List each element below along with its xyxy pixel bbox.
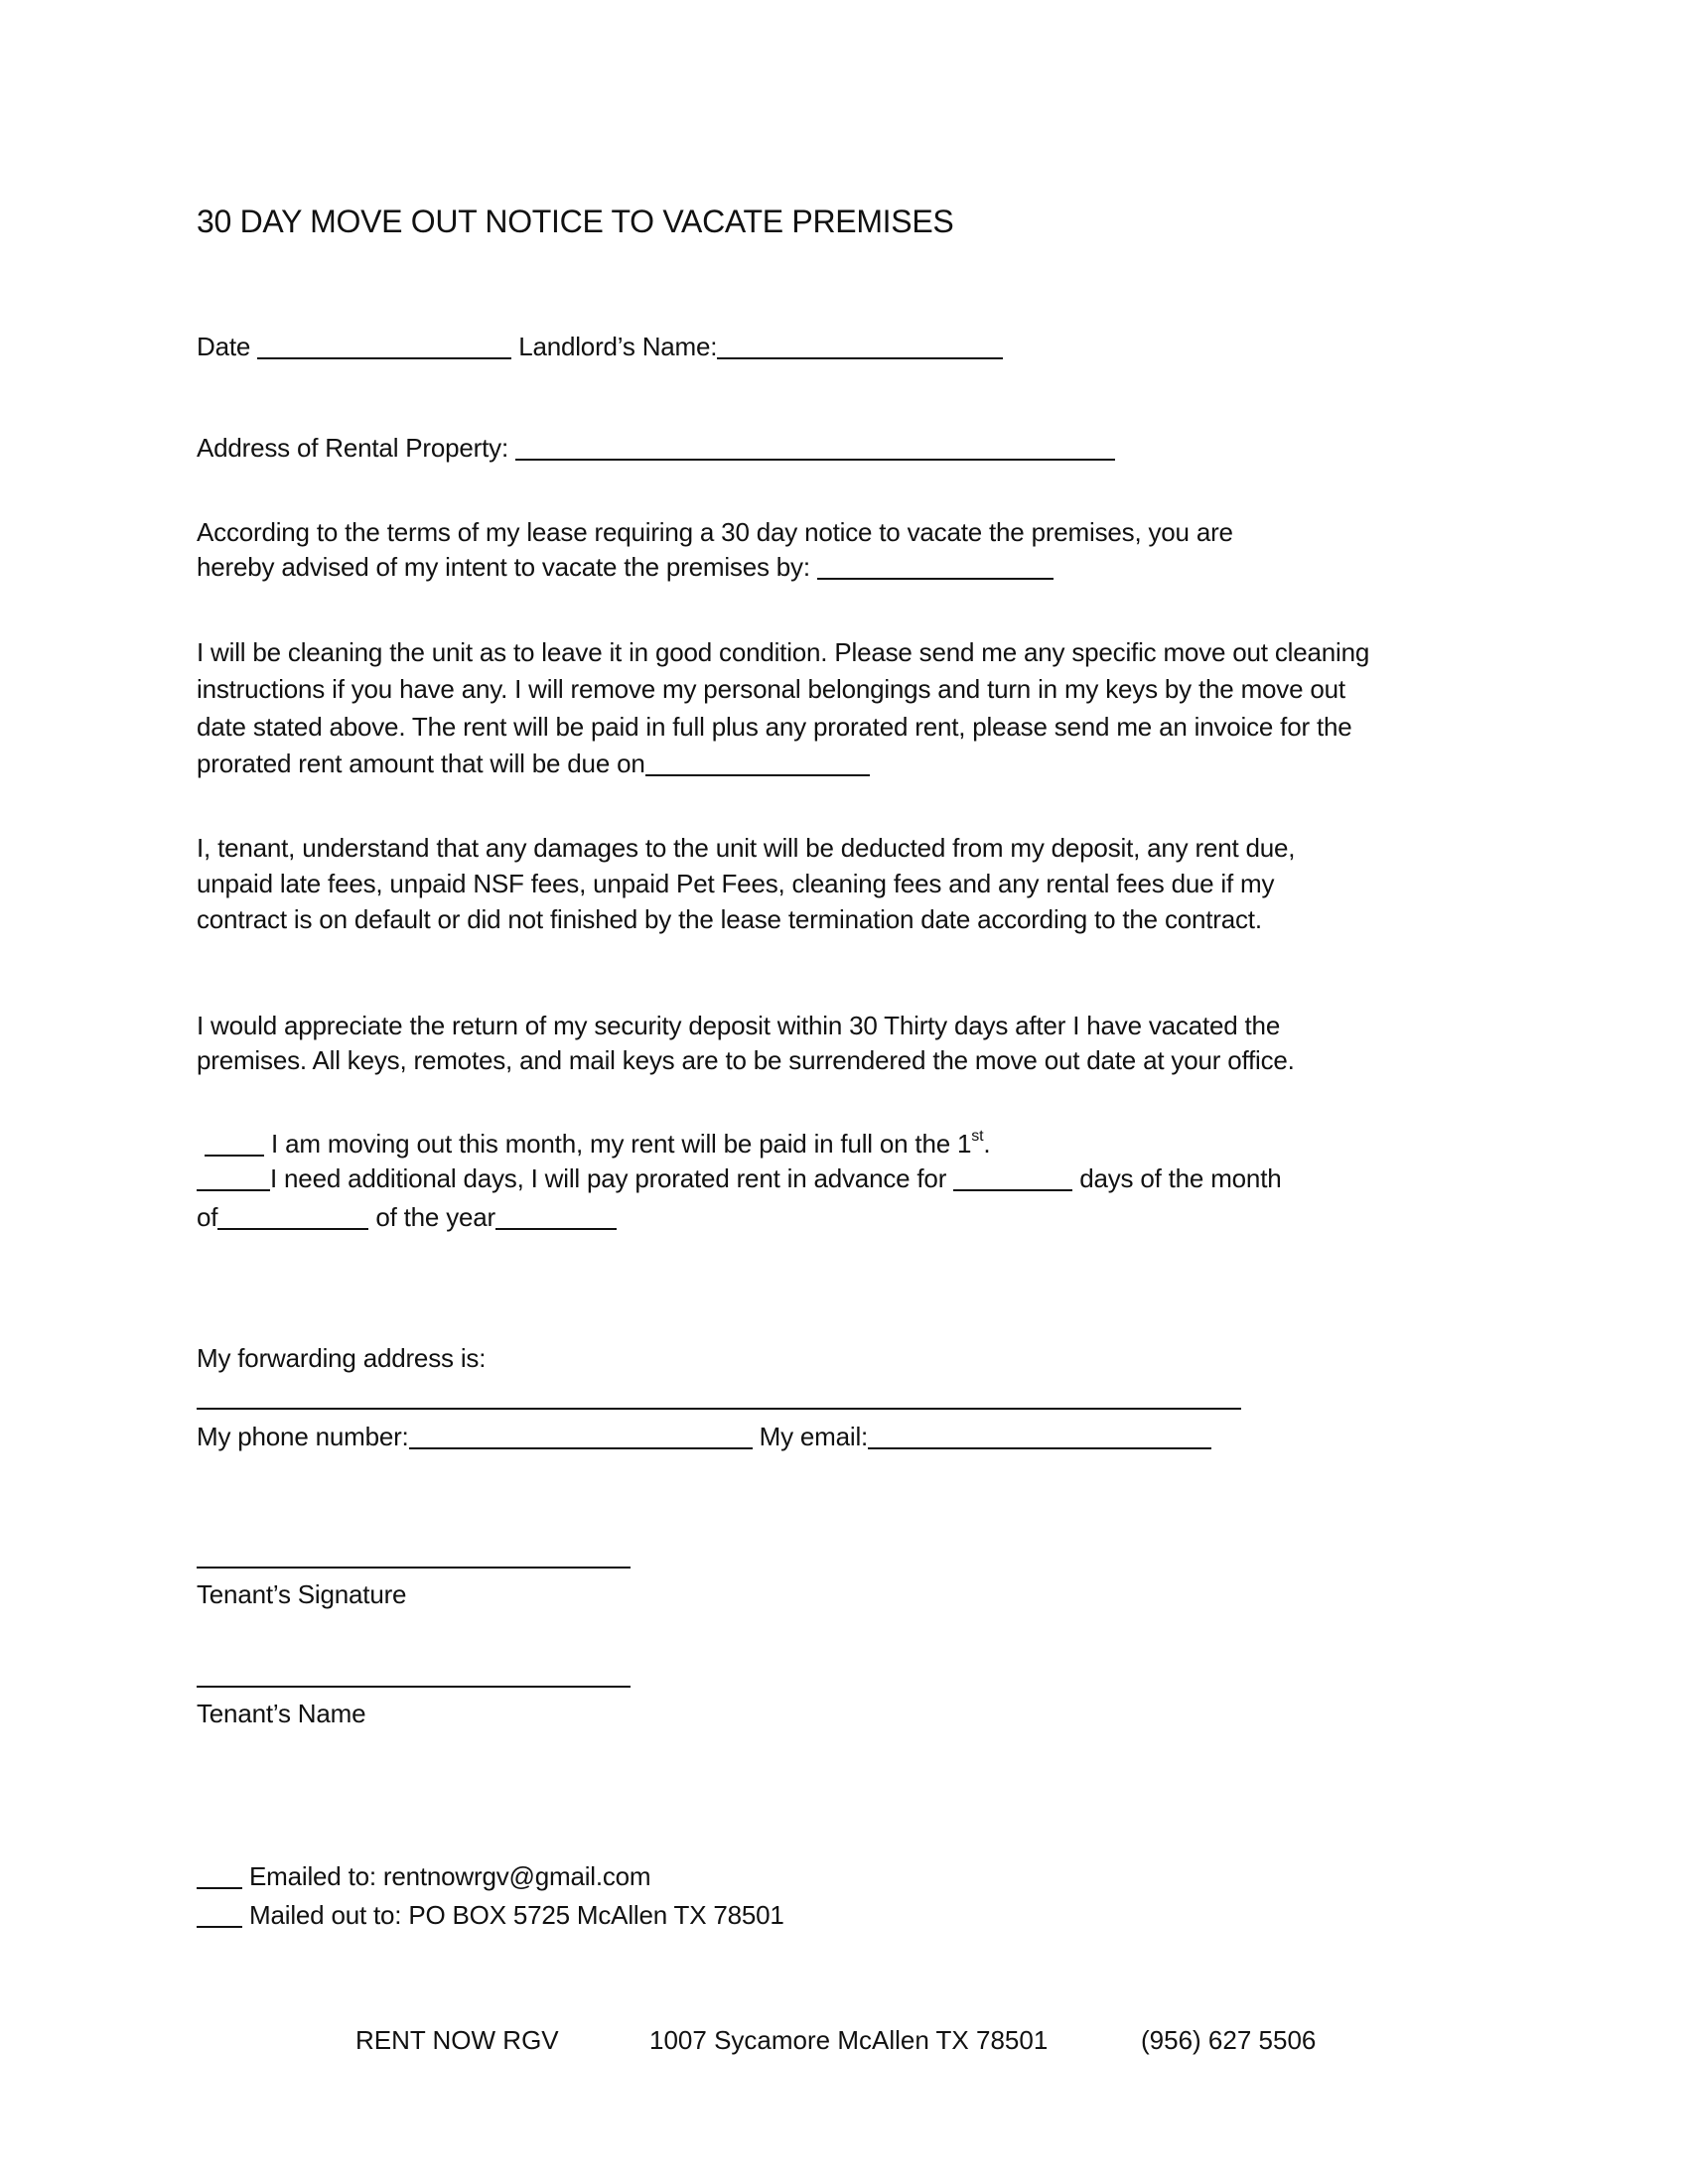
option2-checkbox-blank[interactable]	[197, 1165, 270, 1191]
tenant-signature-label: Tenant’s Signature	[197, 1579, 407, 1609]
landlord-name-field[interactable]	[717, 334, 1003, 359]
address-line	[197, 433, 1115, 463]
year-field[interactable]	[495, 1204, 617, 1230]
cleaning-paragraph-line-3: date stated above. The rent will be paid in full plus any prorated rent, please send me an invoice for the	[197, 712, 1352, 742]
option3-prefix: of	[197, 1202, 218, 1232]
date-field[interactable]	[257, 334, 511, 359]
option-moving-this-month	[197, 1129, 990, 1159]
option1-checkbox-blank[interactable]	[205, 1131, 264, 1157]
cleaning-text: prorated rent amount that will be due on	[197, 749, 645, 778]
emailed-option	[197, 1861, 650, 1891]
vacate-date-field[interactable]	[817, 554, 1054, 580]
date-label: Date	[197, 332, 251, 361]
address-label: Address of Rental Property:	[197, 433, 508, 463]
prorated-due-date-field[interactable]	[645, 751, 870, 776]
damages-paragraph-line-1: I, tenant, understand that any damages to the unit will be deducted from my deposit, any rent due,	[197, 833, 1296, 863]
cleaning-paragraph-line-1: I will be cleaning the unit as to leave it in good condition. Please send me any specific move out cleaning	[197, 637, 1370, 667]
phone-field[interactable]	[409, 1424, 753, 1449]
tenant-name-label: Tenant’s Name	[197, 1699, 366, 1728]
page-title: 30 DAY MOVE OUT NOTICE TO VACATE PREMISES	[197, 204, 954, 239]
option1-text: I am moving out this month, my rent will be paid in full on the 1	[264, 1129, 972, 1159]
option2-text: I need additional days, I will pay prorated rent in advance for	[270, 1163, 954, 1193]
damages-paragraph-line-2: unpaid late fees, unpaid NSF fees, unpaid Pet Fees, cleaning fees and any rental fees due if my	[197, 869, 1275, 898]
forwarding-address-label: My forwarding address is:	[197, 1343, 487, 1373]
notice-paragraph-line-1: According to the terms of my lease requiring a 30 day notice to vacate the premises, you are	[197, 517, 1233, 547]
email-label: My email:	[752, 1422, 869, 1451]
footer-company: RENT NOW RGV	[355, 2025, 559, 2055]
option1-superscript: st	[971, 1128, 984, 1145]
forwarding-address-field[interactable]	[197, 1408, 1241, 1410]
option3-year-text: of the year	[368, 1202, 495, 1232]
mailed-text: Mailed out to: PO BOX 5725 McAllen TX 78501	[242, 1900, 784, 1930]
option1-end: .	[983, 1129, 991, 1159]
notice-paragraph-line-2	[197, 552, 1054, 582]
month-field[interactable]	[217, 1204, 368, 1230]
option-additional-days	[197, 1163, 1281, 1193]
deposit-paragraph-line-1: I would appreciate the return of my security deposit within 30 Thirty days after I have vacated the	[197, 1011, 1281, 1040]
mailed-checkbox-blank[interactable]	[197, 1902, 242, 1928]
damages-paragraph-line-3: contract is on default or did not finished by the lease termination date according to the contract.	[197, 904, 1262, 934]
deposit-paragraph-line-2: premises. All keys, remotes, and mail keys are to be surrendered the move out date at your office.	[197, 1045, 1295, 1075]
tenant-name-field[interactable]	[197, 1686, 631, 1688]
phone-label: My phone number:	[197, 1422, 409, 1451]
rental-address-field[interactable]	[515, 435, 1115, 461]
date-landlord-line	[197, 332, 1003, 361]
option-month-year	[197, 1202, 617, 1232]
additional-days-field[interactable]	[953, 1165, 1072, 1191]
notice-text: hereby advised of my intent to vacate the premises by:	[197, 552, 810, 582]
cleaning-paragraph-line-4	[197, 749, 870, 778]
option2-days-text: days of the month	[1072, 1163, 1282, 1193]
emailed-checkbox-blank[interactable]	[197, 1863, 242, 1889]
phone-email-line	[197, 1422, 1211, 1451]
landlord-name-label: Landlord’s Name:	[518, 332, 718, 361]
emailed-text: Emailed to: rentnowrgv@gmail.com	[242, 1861, 651, 1891]
mailed-option	[197, 1900, 784, 1930]
tenant-signature-field[interactable]	[197, 1567, 631, 1569]
footer-address: 1007 Sycamore McAllen TX 78501	[649, 2025, 1049, 2055]
footer-phone: (956) 627 5506	[1141, 2025, 1317, 2055]
email-field[interactable]	[868, 1424, 1211, 1449]
cleaning-paragraph-line-2: instructions if you have any. I will remove my personal belongings and turn in my keys by the move out	[197, 674, 1345, 704]
